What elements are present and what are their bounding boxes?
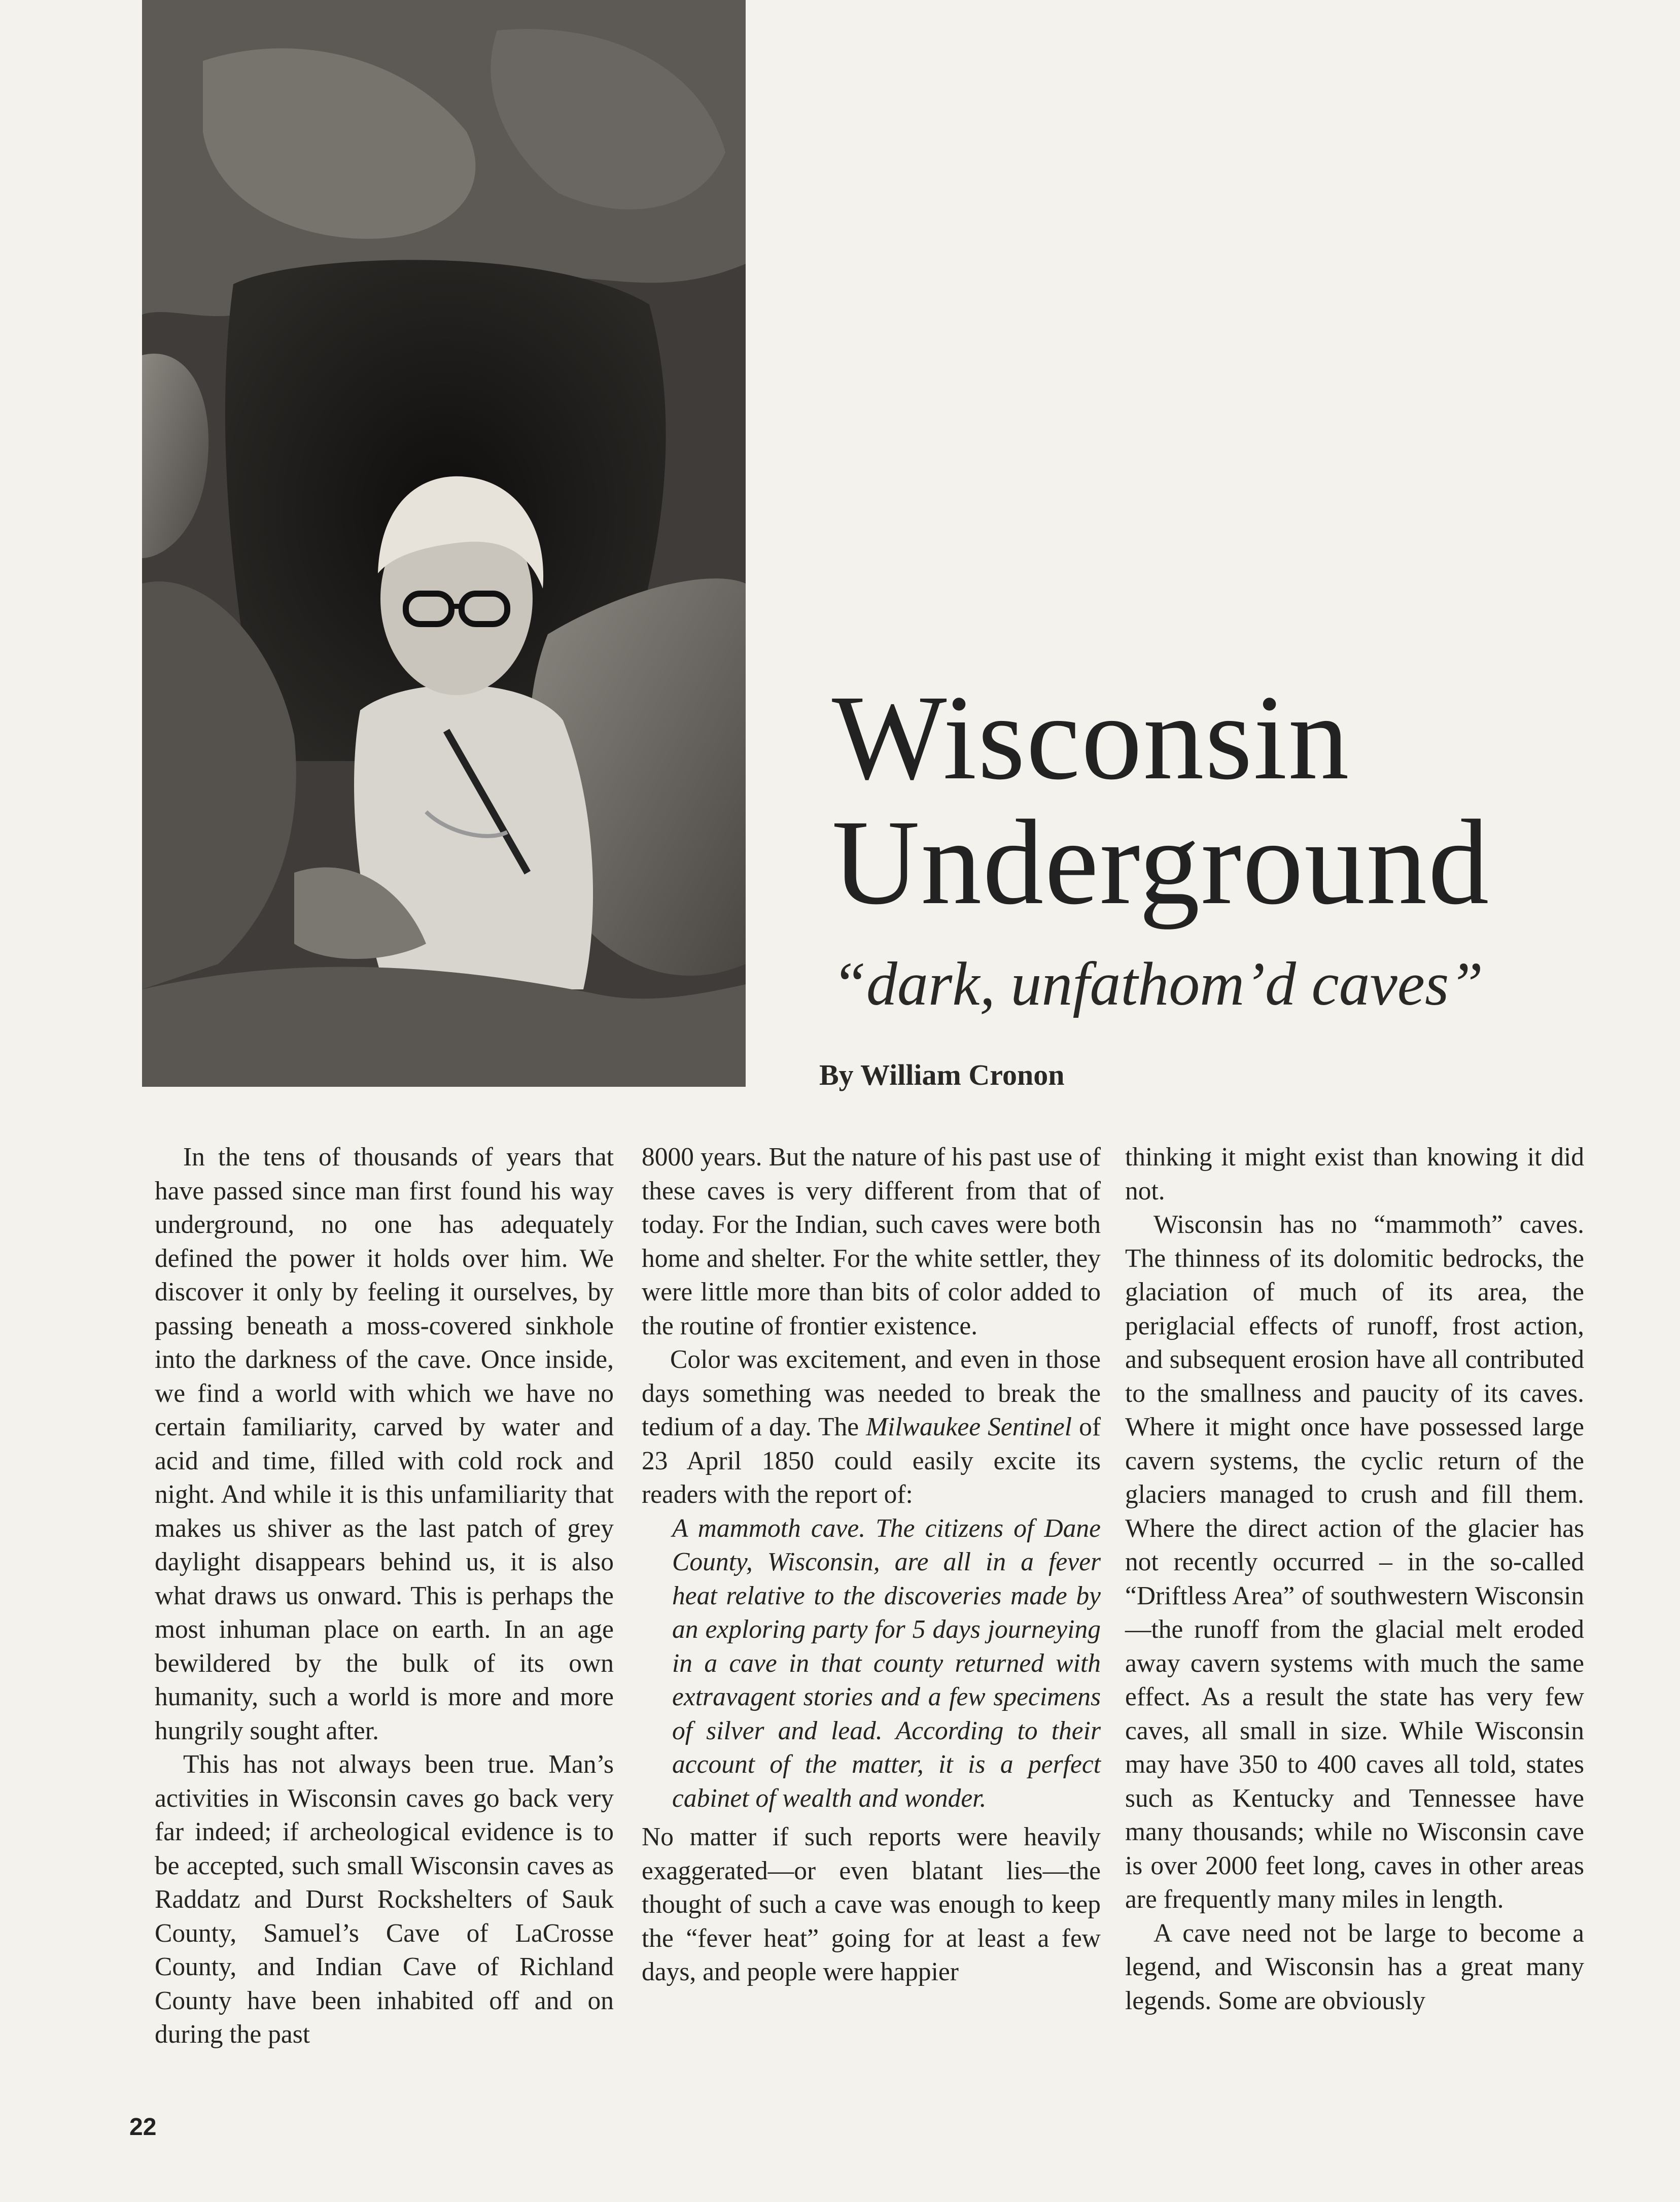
paragraph: This has not always been true. Man’s activities in Wisconsin caves go back very far indeed; if archeological evidence is to be accepted, such small Wisconsin caves as Raddatz and Durst Rockshelters of Sauk County, Samuel’s Cave of LaCrosse County, and Indian Cave of Richland County have been inhabited off and on during the past — [155, 1750, 614, 2049]
article-subtitle: “dark, unfathom’d caves” — [832, 950, 1484, 1018]
paragraph — [642, 1343, 1101, 1512]
text-column-1 — [155, 1141, 614, 2052]
newspaper-name: Milwaukee Sentinel — [866, 1413, 1072, 1441]
cave-photo-illustration — [142, 0, 746, 1087]
title-line-1: Wisconsin — [832, 670, 1350, 805]
paragraph: No matter if such reports were heavily exaggerated—or even blatant lies—the thought of such a cave was enough to keep the “fever heat” going for at least a few days, and people were happier — [642, 1822, 1101, 1986]
paragraph: thinking it might exist than knowing it did not. — [1125, 1143, 1584, 1206]
title-line-2: Underground — [832, 795, 1490, 930]
cave-entrance-photo — [142, 0, 746, 1087]
paragraph: A cave need not be large to become a legend, and Wisconsin has a great many legends. Some are obviously — [1125, 1918, 1584, 2015]
article-title — [832, 670, 1490, 930]
paragraph-text: Color was excitement, and even in those days something was needed to break the tedium of a day. The — [642, 1345, 1101, 1441]
paragraph: 8000 years. But the nature of his past use of these caves is very different from that of today. For the Indian, such caves were both home and shelter. For the white settler, they were little more than bits of color added to the routine of frontier existence. — [642, 1143, 1101, 1340]
text-column-3 — [1125, 1141, 1584, 2018]
paragraph: In the tens of thousands of years that have passed since man first found his way underground, no one has adequately defined the power it holds over him. We discover it only by feeling it ourselves, by passing beneath a moss-covered sinkhole into the darkness of the cave. Once inside, we find a world with which we have no certain familiarity, carved by water and acid and time, filled with cold rock and night. And while it is this unfamiliarity that makes us shiver as the last patch of grey daylight disappears behind us, it is also what draws us onward. This is perhaps the most inhuman place on earth. In an age bewildered by the bulk of its own humanity, such a world is more and more hungrily sought after. — [155, 1143, 614, 1745]
text-column-2 — [642, 1141, 1101, 1989]
paragraph: Wisconsin has no “mammoth” caves. The thinness of its dolomitic bedrocks, the glaciation of much of its area, the periglacial effects of runoff, frost action, and subsequent erosion have all contributed to the smallness and paucity of its caves. Where it might once have possessed large cavern systems, the cyclic return of the glaciers managed to crush and fill them. Where the direct action of the glacier has not recently occurred – in the so-called “Driftless Area” of southwestern Wisconsin—the runoff from the glacial melt eroded away cavern systems with much the same effect. As a result the state has very few caves, all small in size. While Wisconsin may have 350 to 400 caves all told, states such as Kentucky and Tennessee have many thousands; while no Wisconsin cave is over 2000 feet long, caves in other areas are frequently many miles in length. — [1125, 1210, 1584, 1914]
byline: By William Cronon — [819, 1058, 1065, 1091]
page-number: 22 — [129, 2114, 157, 2141]
block-quote: A mammoth cave. The citizens of Dane County, Wisconsin, are all in a fever heat relative to the discoveries made by an exploring party for 5 days journeying in a cave in that county returned with extravagent stories and a few specimens of silver and lead. According to their account of the matter, it is a perfect cabinet of wealth and wonder. — [672, 1513, 1101, 1813]
paragraph-text: of 23 April 1850 could easily excite its readers with the report of: — [642, 1413, 1101, 1509]
